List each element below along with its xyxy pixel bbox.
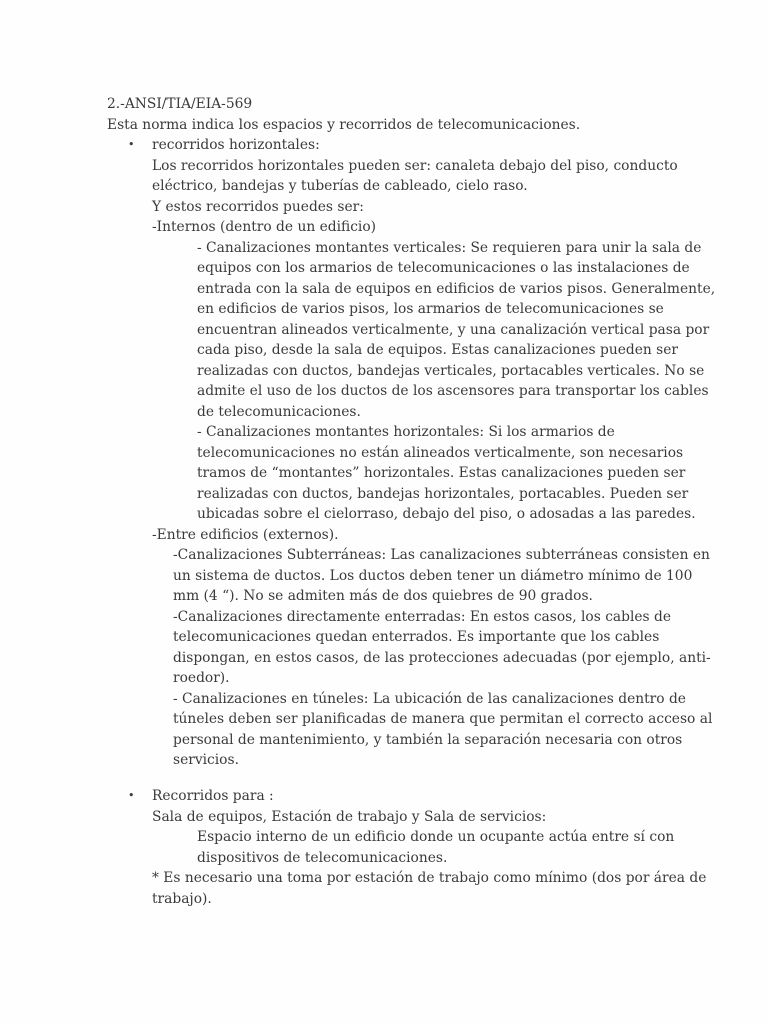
internos-item-line: en edificios de varios pisos, los armarios de telecomunicaciones se (197, 301, 664, 317)
externos-item-line: dispongan, en estos casos, de las protecciones adecuadas (por ejemplo, anti- (173, 649, 711, 666)
internos-item-line: - Canalizaciones montantes verticales: Se requieren para unir la sala de (197, 239, 702, 256)
section2-subtitle: Sala de equipos, Estación de trabajo y Sala de servicios: (152, 808, 547, 825)
internos-item-line: tramos de “montantes” horizontales. Estas canalizaciones pueden ser (197, 465, 686, 481)
section2-desc-line: Espacio interno de un edificio donde un ocupante actúa entre sí con (197, 829, 675, 845)
internos-item-line: - Canalizaciones montantes horizontales: Si los armarios de (197, 424, 615, 440)
internos-item-line: entrada con la sala de equipos en edificios de varios pisos. Generalmente, (197, 280, 716, 297)
externos-item-line: -Canalizaciones Subterráneas: Las canalizaciones subterráneas consisten en (173, 547, 710, 563)
bullet-icon: • (128, 138, 135, 151)
internos-item-line: encuentran alineados verticalmente, y una canalización vertical pasa por (197, 321, 710, 338)
internos-item-line: admite el uso de los ductos de los ascensores para transportar los cables (197, 383, 709, 399)
externos-item-line: telecomunicaciones quedan enterrados. Es importante que los cables (173, 629, 660, 645)
section2-desc-line: dispositivos de telecomunicaciones. (197, 849, 448, 866)
internos-item-line: realizadas con ductos, bandejas horizontales, portacables. Pueden ser (197, 485, 689, 502)
section2-title: Recorridos para : (152, 788, 274, 804)
document-heading: 2.-ANSI/TIA/EIA-569 (107, 96, 253, 112)
externos-item-line: personal de mantenimiento, y también la separación necesaria con otros (173, 731, 683, 748)
section1-desc-line: eléctrico, bandejas y tuberías de cableado, cielo raso. (152, 178, 528, 194)
internos-item-line: realizadas con ductos, bandejas verticales, portacables verticales. No se (197, 362, 705, 379)
section1-desc-line: Los recorridos horizontales pueden ser: canaleta debajo del piso, conducto (152, 157, 678, 174)
internos-item-line: ubicadas sobre el cielorraso, debajo del piso, o adosadas a las paredes. (197, 506, 696, 522)
internos-label: -Internos (dentro de un edificio) (152, 219, 377, 235)
internos-item-line: telecomunicaciones no están alineados verticalmente, son necesarios (197, 444, 684, 461)
bullet-icon: • (128, 789, 135, 802)
externos-label: -Entre edificios (externos). (152, 526, 339, 543)
externos-item-line: roedor). (173, 670, 230, 686)
intro-paragraph: Esta norma indica los espacios y recorridos de telecomunicaciones. (107, 116, 581, 133)
internos-item-line: cada piso, desde la sala de equipos. Estas canalizaciones pueden ser (197, 342, 679, 358)
externos-item-line: un sistema de ductos. Los ductos deben tener un diámetro mínimo de 100 (173, 567, 693, 584)
internos-item-line: equipos con los armarios de telecomunicaciones o las instalaciones de (197, 260, 690, 276)
externos-item-line: túneles deben ser planificadas de manera que permitan el correcto acceso al (173, 711, 713, 727)
section2-note-line: * Es necesario una toma por estación de trabajo como mínimo (dos por área de (152, 870, 707, 886)
externos-item-line: servicios. (173, 752, 239, 768)
section2-note-line: trabajo). (152, 890, 212, 907)
externos-item-line: - Canalizaciones en túneles: La ubicación de las canalizaciones dentro de (173, 690, 686, 707)
internos-item-line: de telecomunicaciones. (197, 403, 361, 420)
externos-item-line: -Canalizaciones directamente enterradas: En estos casos, los cables de (173, 608, 672, 625)
externos-item-line: mm (4 “). No se admiten más de dos quiebres de 90 grados. (173, 588, 593, 604)
section1-subtitle: Y estos recorridos puedes ser: (152, 198, 364, 215)
section1-title: recorridos horizontales: (152, 137, 320, 153)
